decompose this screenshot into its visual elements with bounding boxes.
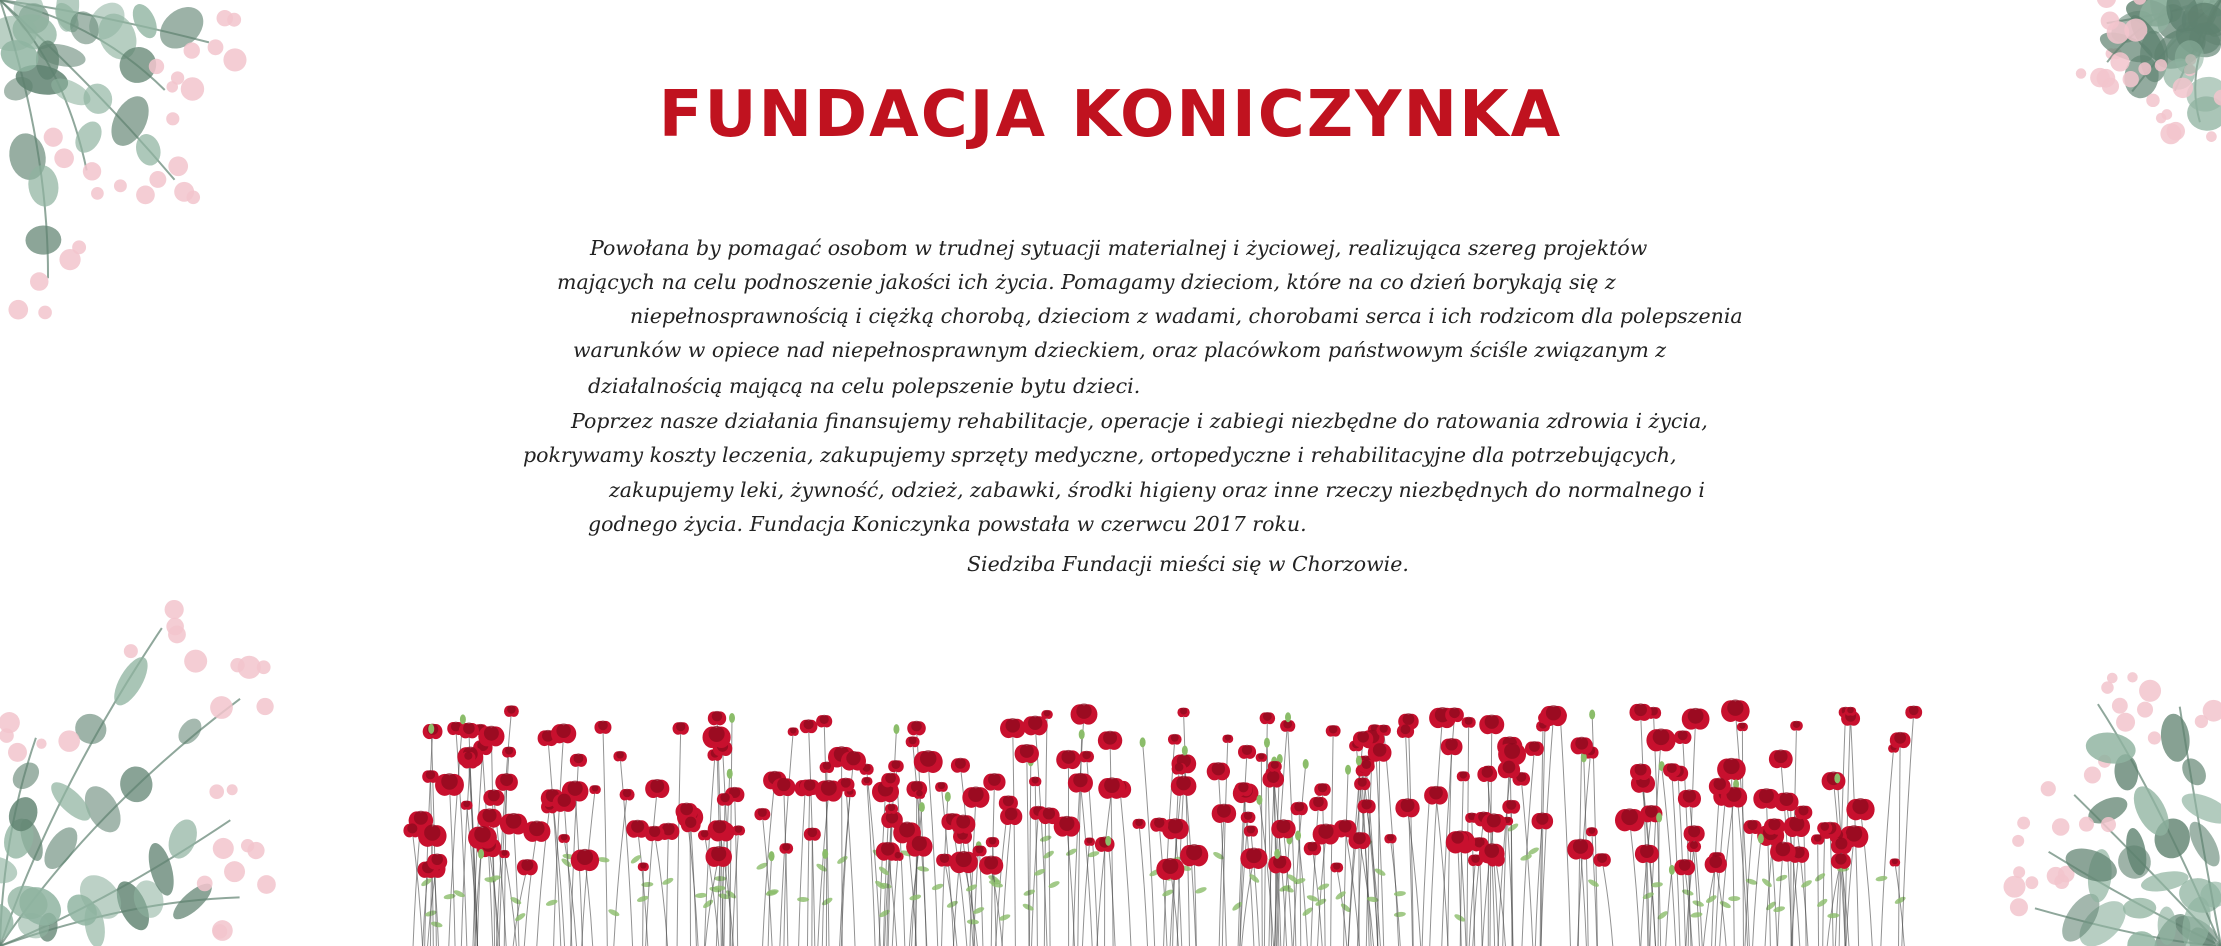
- description-line-5: działalnością mającą na celu polepszenie bytu dzieci.: [588, 374, 1141, 398]
- description-line-1: Powołana by pomagać osobom w trudnej sytuacji materialnej i życiowej, realizująca szereg projektów: [590, 236, 1648, 260]
- floral-corner-bottom-right: [1930, 570, 2221, 946]
- description-line-10: Siedziba Fundacji mieści się w Chorzowie.: [967, 552, 1409, 576]
- floral-corner-top-left: [0, 0, 330, 330]
- description-line-7: pokrywamy koszty leczenia, zakupujemy sprzęty medyczne, ortopedyczne i rehabilitacyjne dla potrzebujących,: [523, 443, 1677, 467]
- description-line-4: warunków w opiece nad niepełnosprawnym dzieckiem, oraz placówkom państwowym ściśle związanym z: [573, 338, 1667, 362]
- description-line-8: zakupujemy leki, żywność, odzież, zabawki, środki higieny oraz inne rzeczy niezbędnych do normalnego i: [609, 478, 1705, 502]
- description-line-2: mających na celu podnoszenie jakości ich życia. Pomagamy dzieciom, które na co dzień borykają się z: [557, 270, 1616, 294]
- description-line-3: niepełnosprawnością i ciężką chorobą, dzieciom z wadami, chorobami serca i ich rodzicom dla polepszenia: [630, 304, 1743, 328]
- page-title: FUNDACJA KONICZYNKA: [658, 78, 1563, 152]
- floral-corner-bottom-left: [0, 570, 400, 946]
- description-line-6: Poprzez nasze działania finansujemy rehabilitacje, operacje i zabiegi niezbędne do ratowania zdrowia i życia,: [571, 409, 1708, 433]
- description-line-9: godnego życia. Fundacja Koniczynka powstała w czerwcu 2017 roku.: [588, 512, 1307, 536]
- poppy-field-illustration: [400, 690, 1920, 946]
